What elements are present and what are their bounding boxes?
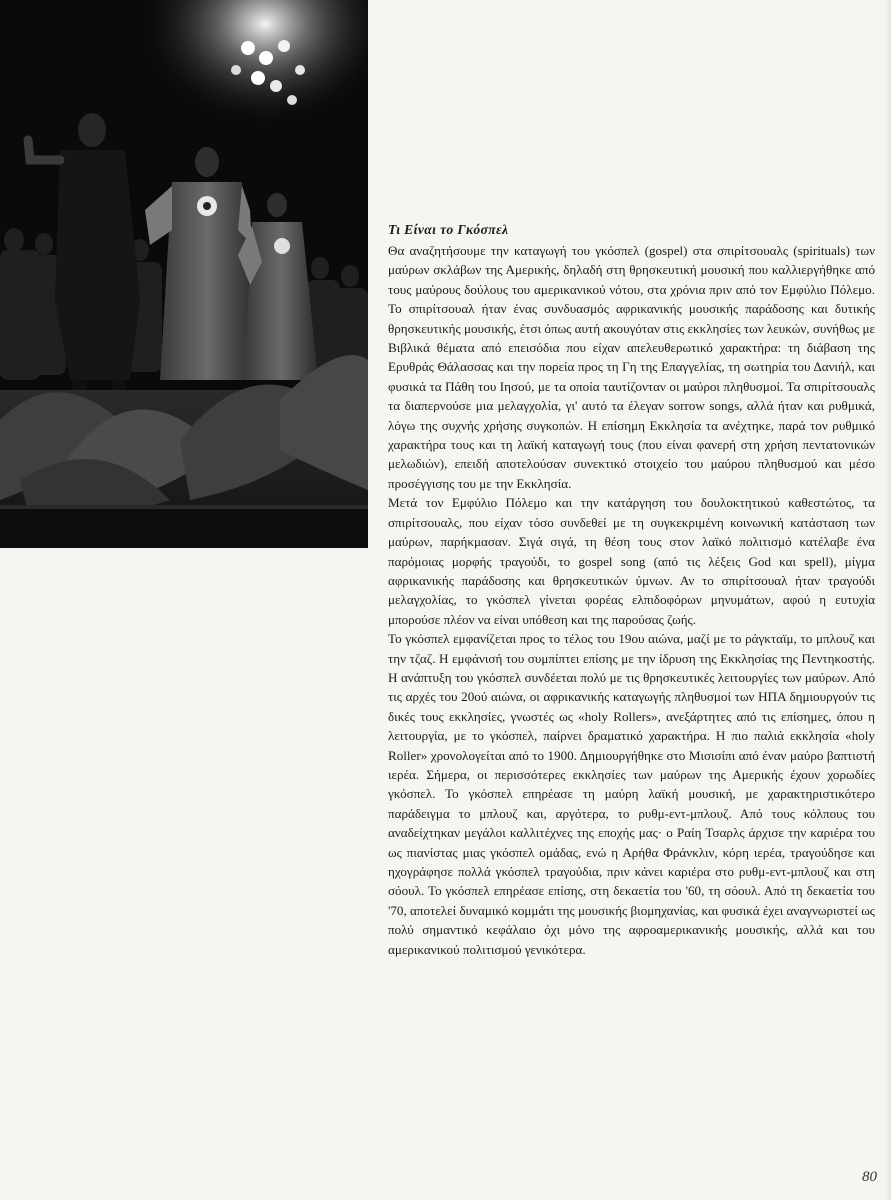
gospel-choir-illustration [0,0,368,548]
gospel-choir-photo [0,0,368,548]
article-paragraph-1: Θα αναζητήσουμε την καταγωγή του γκόσπελ (gospel) στα σπιρίτσουαλς (spirituals) των μαύρων σκλάβων της Αμερικής, δηλαδή στη θρησκευτική μουσική που καλλιεργήθηκε από τους μαύρους δούλους του αμερικανικού νότου, στα χρόνια πριν από τον Εμφύλιο Πόλεμο. Το σπιρίτσουαλ ήταν ένας συνδυασμός αφρικανικής μουσικής παράδοσης και δυτικής θρησκευτικής μουσικής, έτσι όπως αυτή ακουγόταν στις εκκλησίες των λευκών, συνήθως με Βιβλικά θέματα από επεισόδια που είχαν απελευθερωτικό χαρακτήρα: τη διάβαση της Ερυθράς Θάλασσας και την πορεία προς τη Γη της Επαγγελίας, τη σωτηρία του Δανιήλ, και φυσικά τα Πάθη του Ιησού, με τα οποία ταυτίζονταν οι μαύροι πληθυσμοί. Τα σπιρίτσουαλς τα διαπερνούσε μια μελαγχολία, γι' αυτό τα έλεγαν sorrow songs, αλλά ήταν και ρυθμικά, λόγω της συχνής χρήσης συγκοπών. Η επίσημη Εκκλησία τα ανέχτηκε, παρά τον ρυθμικό χαρακτήρα τους και τη λαϊκή καταγωγή τους (που είναι φανερή στη χρήση πεντατονικών μελωδιών), επειδή αποτελούσαν συνεκτικό στοιχείο του μαύρου πληθυσμού και μέσο προσέγγισης του με την Εκκλησία. [388,243,875,491]
page-number: 80 [862,1169,877,1185]
page-edge-shadow [885,0,891,1200]
article-body [388,220,875,959]
article-paragraph-3: Το γκόσπελ εμφανίζεται προς το τέλος του 19ου αιώνα, μαζί με το ράγκταϊμ, το μπλουζ και την τζαζ. Η εμφάνισή του συμπίπτει επίσης με την ίδρυση της Εκκλησίας της Πεντηκοστής. Η ανάπτυξη του γκόσπελ συνδέεται πολύ με τις θρησκευτικές λειτουργίες των μαύρων. Από τις αρχές του 20ού αιώνα, οι αφρικανικής καταγωγής πληθυσμοί των ΗΠΑ δημιουργούν τις δικές τους εκκλησίες, γνωστές ως «holy Rollers», ανεξάρτητες από τις επίσημες, όπου η λειτουργία, με το γκόσπελ, παίρνει δραματικό χαρακτήρα. Η πιο παλιά εκκλησία «holy Roller» χρονολογείται από το 1900. Δημιουργήθηκε στο Μισισίπι από έναν μαύρο βαπτιστή ιερέα. Σήμερα, οι περισσότερες εκκλησίες των μαύρων της Αμερικής έχουν χορωδίες γκόσπελ. Το γκόσπελ επηρέασε τη μαύρη λαϊκή μουσική, με χαρακτηριστικότερο παράδειγμα το μπλουζ και, αργότερα, το ρυθμ-εντ-μπλουζ. Από τους κόλπους του αναδείχτηκαν μεγάλοι καλλιτέχνες της εποχής μας· ο Ραίη Τσαρλς άρχισε την καριέρα του ως πιανίστας μιας γκόσπελ ομάδας, ενώ η Αρήθα Φράνκλιν, κόρη ιερέα, τραγούδησε και ηχογράφησε πολλά γκόσπελ τραγούδια, πριν κάνει καριέρα στο ρυθμ-εντ-μπλουζ και στη σόουλ. Το γκόσπελ επηρέασε επίσης, στη δεκαετία του '60, τη σόουλ. Από τη δεκαετία του '70, αποτελεί δυναμικό κομμάτι της μουσικής βιομηχανίας, και φυσικά έχει αναγνωριστεί ως πολύ σημαντικό κεφάλαιο όχι μόνο της αφροαμερικανικής μουσικής, αλλά και του αμερικανικού πολιτισμού γενικότερα. [388,631,875,957]
article-heading: Τι Είναι το Γκόσπελ [388,222,509,237]
article-paragraph-2: Μετά τον Εμφύλιο Πόλεμο και την κατάργηση του δουλοκτητικού καθεστώτος, τα σπιρίτσουαλς, που είχαν τόσο συνδεθεί με τη συγκεκριμένη κοινωνική κατάσταση των μαύρων, παρήκμασαν. Σιγά σιγά, τη θέση τους στον λαϊκό πολιτισμό κατέλαβε ένα παρόμοιας μορφής τραγούδι, το gospel song (από τις λέξεις God και spell), μίγμα αφρικανικής παράδοσης και θρησκευτικών ύμνων. Αν το σπιρίτσουαλ ήταν τραγούδι μελαγχολίας, το γκόσπελ γίνεται φορέας ελπιδοφόρων μηνυμάτων, αφού η ευτυχία μπορούσε πλέον να είναι υπόθεση και της παρούσας ζωής. [388,495,875,627]
